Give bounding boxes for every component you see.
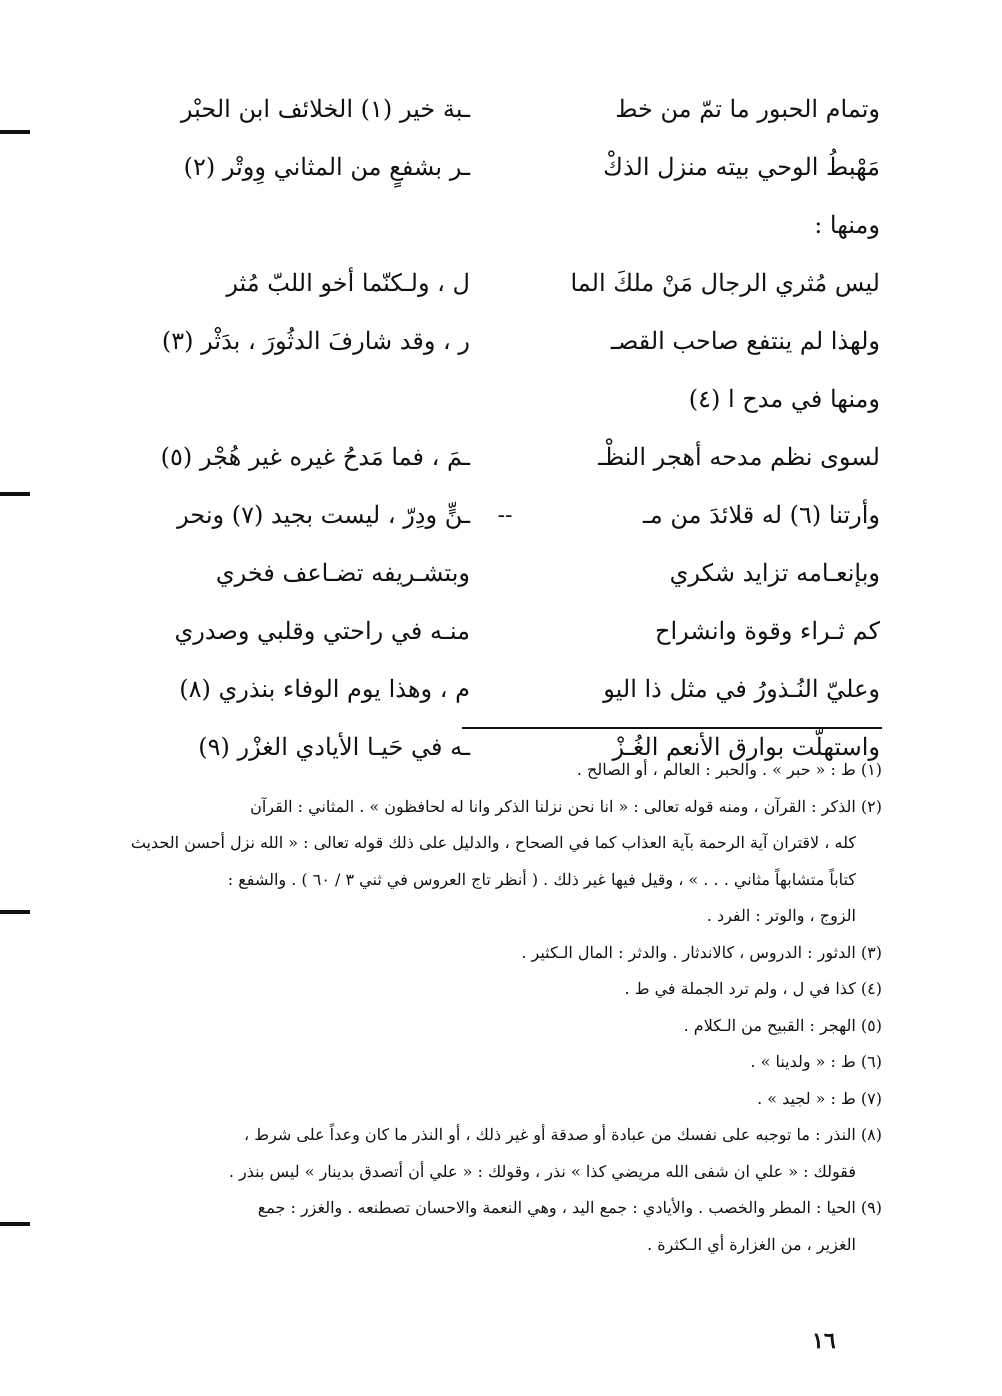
verse-line [140,544,880,602]
hemistich-first: ولهذا لم ينتفع صاحب القصـ [610,326,880,355]
footnote-continuation: الزوج ، والوتر : الفرد . [706,906,856,925]
hemistich-second: ـمَ ، فما مَدحُ غيره غير هُجْر (٥) [160,442,470,471]
margin-mark [0,130,30,134]
footnote: (٤) كذا في ل ، ولم ترد الجملة في ط . [624,979,882,998]
hemistich-first: لسوى نظم مدحه أهجر النظْـ [598,442,880,471]
section-heading: ومنها في مدح ا (٤) [688,385,880,413]
poem [140,80,880,776]
verse-line [140,254,880,312]
footnote-continuation: فقولك : « علي ان شفى الله مريضي كذا » نذر ، وقولك : « علي أن أتصدق بدينار » ليس بنذر . [228,1161,856,1181]
footnotes [112,752,882,1263]
hemistich-first: وبإنعـامه تزايد شكري [669,558,880,587]
hemistich-second: م ، وهذا يوم الوفاء بنذري (٨) [179,674,470,703]
margin-mark [0,492,30,496]
verse-line [140,486,880,544]
hemistich-first: وتمام الحبور ما تمّ من خط [615,94,880,123]
hemistich-second: ل ، ولـكنّما أخو اللبّ مُثر [226,268,470,297]
footnote: (٨) النذر : ما توجبه على نفسك من عبادة أو صدقة أو غير ذلك ، أو النذر ما كان وعداً على شرط ، [244,1125,882,1144]
verse-line [140,602,880,660]
footnote: (٧) ط : « لجيد » . [757,1088,882,1108]
hemistich-second: ـر بشفعٍ من المثاني وِوتْر (٢) [183,152,470,181]
footnote-continuation: كتاباً متشابهاً مثاني . . . » ، وقيل فيها غير ذلك . ( أنظر تاج العروس في ثني ٣ / ٦٠ ) . والشفع : [227,869,856,889]
hemistich-second: منـه في راحتي وقلبي وصدري [174,616,470,645]
footnote-divider [462,727,882,729]
hemistich-first: مَهْبطُ الوحي بيته منزل الذكْ [603,152,880,181]
verse-line [140,428,880,486]
verse-line [140,80,880,138]
hemistich-first: واستهلّت بوارق الأنعم الغُـزْ [612,732,880,761]
hemistich-first: ليس مُثري الرجال مَنْ ملكَ الما [570,268,880,297]
footnote: (٦) ط : « ولدينا » . [750,1052,882,1071]
hemistich-first: كم ثـراء وقوة وانشراح [655,616,880,645]
margin-mark [0,910,30,914]
footnote: (٢) الذكر : القرآن ، ومنه قوله تعالى : « انا نحن نزلنا الذكر وانا له لحافظون » . المثاني : القرآن [250,796,882,816]
footnote: (٥) الهجر : القبيح من الـكلام . [683,1015,882,1035]
verse-line [140,312,880,370]
verse-line [140,660,880,718]
hemistich-second: ـنٍّ ودِرّ ، ليست بجيد (٧) ونحر [177,500,470,529]
hemistich-second: ـبة خير (١) الخلائف ابن الحبْر [180,94,470,123]
section-heading: ومنها : [814,211,880,239]
footnote-continuation: الغزير ، من الغزارة أي الـكثرة . [647,1234,856,1254]
footnote: (٩) الحيا : المطر والخصب . والأيادي : جمع اليد ، وهي النعمة والاحسان تصطنعه . والغزر : جمع [257,1198,882,1217]
footnote-continuation: كله ، لاقتران آية الرحمة بآية العذاب كما في الصحاح ، والدليل على ذلك قوله تعالى : « الله نزل أحسن الحديث [130,833,856,852]
hemistich-second: وبتشـريفه تضـاعف فخري [215,558,470,587]
hemistich-separator: -- [497,502,513,528]
footnote: (١) ط : « حبر » . والحبر : العالم ، أو الصالح . [576,760,882,779]
hemistich-first: وأرتنا (٦) له قلائدَ من مـ [642,500,880,529]
hemistich-second: ـه في حَيـا الأيادي الغزْر (٩) [198,732,470,761]
hemistich-second: ر ، وقد شارفَ الدثُورَ ، بدَثْر (٣) [161,326,470,355]
hemistich-first: وعليّ النُـذورُ في مثل ذا اليو [603,674,880,703]
margin-mark [0,1222,30,1226]
page-number: ١٦ [812,1328,836,1354]
verse-line [140,138,880,196]
footnote: (٣) الدثور : الدروس ، كالاندثار . والدثر : المال الـكثير . [521,942,882,962]
